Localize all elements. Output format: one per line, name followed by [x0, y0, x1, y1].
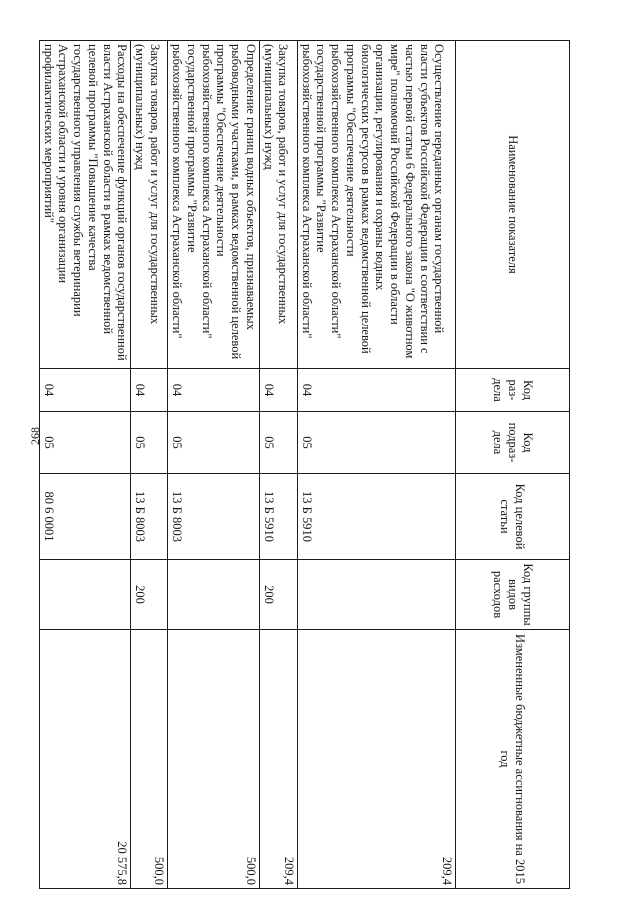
row-razdel: 04 — [298, 369, 456, 412]
row-podrazdel: 05 — [131, 412, 168, 474]
row-razdel: 04 — [168, 369, 260, 412]
row-podrazdel: 05 — [298, 412, 456, 474]
row-vid — [298, 560, 456, 630]
row-vid — [168, 560, 260, 630]
row-statia: 13 Б 5910 — [260, 474, 298, 560]
row-name: Закупка товаров, работ и услуг для государственных (муниципальных) нужд — [260, 41, 298, 369]
row-statia: 13 Б 8003 — [168, 474, 260, 560]
row-amount: 209,4 — [298, 630, 456, 889]
header-name: Наименование показателя — [456, 41, 570, 369]
row-razdel: 04 — [260, 369, 298, 412]
table-row — [168, 41, 260, 889]
row-name: Расходы на обеспечение функций органов государственной власти Астраханской области в рамках ведомственной целевой программы "Повышение качества государственного управления службы ветеринарии Астраханской области и уровня организации профилактических мероприятий" — [40, 41, 132, 369]
table-row — [298, 41, 456, 889]
header-amount: Измененные бюджетные ассигнования на 2015 год — [456, 630, 570, 889]
row-podrazdel: 05 — [260, 412, 298, 474]
header-podrazdel: Код подраз- дела — [456, 412, 570, 474]
row-statia: 13 Б 5910 — [298, 474, 456, 560]
row-name: Определение границ водных объектов, признаваемых рыбоводными участками, в рамках ведомственной целевой программы "Обеспечение деятельности рыбохозяйственного комплекса Астраханской области" государственной программы "Развитие рыбохозяйственного комплекса Астраханской области" — [168, 41, 260, 369]
row-podrazdel: 05 — [40, 412, 132, 474]
budget-table — [39, 40, 570, 889]
row-razdel: 04 — [40, 369, 132, 412]
row-amount: 500,0 — [131, 630, 168, 889]
row-amount: 20 575,8 — [40, 630, 132, 889]
row-amount: 209,4 — [260, 630, 298, 889]
table-row — [131, 41, 168, 889]
row-name: Осуществление переданных органам государственной власти субъектов Российской Федерации в соответствии с частью первой статьи 6 Федерального закона "О животном мире" полномочий Российской Федерации в области организации, регулирования и охраны водных биологических ресурсов в рамках ведомственной целевой программы "Обеспечение деятельности рыбохозяйственного комплекса Астраханской области" государственной программы "Развитие рыбохозяйственного комплекса Астраханской области" — [298, 41, 456, 369]
budget-table-rotated — [41, 40, 570, 888]
row-amount: 500,0 — [168, 630, 260, 889]
row-vid: 200 — [260, 560, 298, 630]
row-statia: 80 6 0001 — [40, 474, 132, 560]
row-razdel: 04 — [131, 369, 168, 412]
page-number: 268 — [28, 427, 42, 445]
row-vid: 200 — [131, 560, 168, 630]
table-header-row — [456, 41, 570, 889]
row-statia: 13 Б 8003 — [131, 474, 168, 560]
row-podrazdel: 05 — [168, 412, 260, 474]
table-row — [260, 41, 298, 889]
header-statia: Код целевой статьи — [456, 474, 570, 560]
header-razdel: Код раз- дела — [456, 369, 570, 412]
table-row — [40, 41, 132, 889]
row-vid — [40, 560, 132, 630]
row-name: Закупка товаров, работ и услуг для государственных (муниципальных) нужд — [131, 41, 168, 369]
header-vid: Код группы видов расходов — [456, 560, 570, 630]
